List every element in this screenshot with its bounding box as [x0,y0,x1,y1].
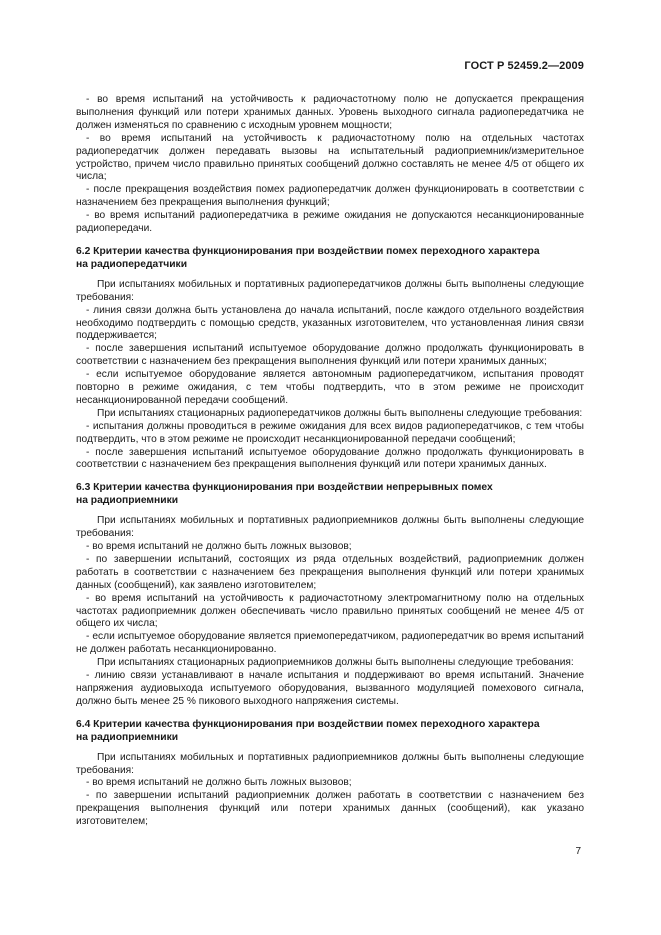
s62-para-1: При испытаниях мобильных и портативных радиопередатчиков должны быть выполнены следующие требования: [76,278,584,303]
s63-bullet-3: - во время испытаний на устойчивость к радиочастотному электромагнитному полю на отдельных частотах радиоприемник должен обеспечивать число правильно принятых сообщений не менее 4/5 от общего их числа; [76,592,584,630]
section-6-4-title-line1: 6.4 Критерии качества функционирования при воздействии помех переходного характера [76,718,540,730]
section-6-2-title-line1: 6.2 Критерии качества функционирования при воздействии помех переходного характера [76,245,540,257]
section-6-4-heading [76,719,584,745]
s63-bullet-5: - линию связи устанавливают в начале испытания и поддерживают во время испытаний. Значение напряжения аудиовыхода испытуемого оборудования, вызванного модуляцией помехового сигнала, должно быть менее 25 % пикового выходного напряжения системы. [76,670,584,707]
section-6-4-title-line2: на радиоприемники [76,731,179,743]
section-6-3-title-line2: на радиоприемники [76,495,179,507]
s64-bullet-2: - по завершении испытаний радиоприемник должен работать в соответствии с назначением без прекращения выполнения функций или потери хранимых данных (сообщений), как указано изготовителем; [76,790,584,828]
s62-para-2: При испытаниях стационарных радиопередатчиков должны быть выполнены следующие требования: [97,407,583,419]
section-6-3-heading [76,482,584,508]
s63-para-2: При испытаниях стационарных радиоприемников должны быть выполнены следующие требования: [97,657,574,669]
s62-bullet-4: - испытания должны проводиться в режиме ожидания для всех видов радиопередатчиков, с тем чтобы подтвердить, что в этом режиме не происходит несанкционированной передачи сообщений; [76,420,584,445]
s63-bullet-4: - если испытуемое оборудование является приемопередатчиком, радиопередатчик во время испытаний не должен работать несанкционированно. [76,631,584,656]
page-number: 7 [575,846,581,857]
intro-item-4: - во время испытаний радиопередатчика в режиме ожидания не допускаются несанкционированные радиопередачи. [76,210,584,235]
intro-item-2: - во время испытаний на устойчивость к радиочастотному полю на отдельных частотах радиопередатчик должен передавать вызовы на испытательный радиоприемник/измерительное устройство, причем число правильно принятых сообщений должно составлять не менее 4/5 от общего их числа; [76,132,584,183]
s63-bullet-2: - по завершении испытаний, состоящих из ряда отдельных воздействий, радиоприемник должен работать в соответствии с назначением без прекращения выполнения функций или потери хранимых данных (сообщений), как заявлено изготовителем; [76,553,584,591]
section-6-2-heading [76,246,584,272]
s62-bullet-1: - линия связи должна быть установлена до начала испытаний, после каждого отдельного воздействия необходимо подтвердить с помощью средств, указанных изготовителем, что установленная линия связи поддерживается; [76,304,584,342]
s62-bullet-3: - если испытуемое оборудование является автономным радиопередатчиком, испытания проводят повторно в режиме ожидания, с тем чтобы подтвердить, что в этом режиме не происходит несанкционированной передачи сообщений. [76,369,584,406]
s63-bullet-1: - во время испытаний не должно быть ложных вызовов; [86,541,352,552]
s62-bullet-5: - после завершения испытаний испытуемое оборудование должно продолжать функционировать в соответствии с назначением без прекращения выполнения функций или потери хранимых данных. [76,446,584,471]
section-6-2-title-line2: на радиопередатчики [76,258,188,270]
s64-para-1: При испытаниях мобильных и портативных радиоприемников должны быть выполнены следующие требования: [76,751,584,776]
s64-bullet-1: - во время испытаний не должно быть ложных вызовов; [86,777,352,789]
intro-item-1: - во время испытаний на устойчивость к радиочастотному полю не допускается прекращения выполнения функций или потери хранимых данных. Уровень выходного сигнала радиопередатчика не должен изменяться по сравнению с исходным уровнем мощности; [76,94,584,131]
intro-item-3: - после прекращения воздействия помех радиопередатчик должен функционировать в соответствии с назначением без прекращения выполнения функций; [76,184,584,209]
section-6-3-title-line1: 6.3 Критерии качества функционирования при воздействии непрерывных помех [76,482,493,494]
s63-para-1: При испытаниях мобильных и портативных радиоприемников должны быть выполнены следующие требования: [76,515,584,540]
document-code: ГОСТ Р 52459.2—2009 [464,60,584,72]
s62-bullet-2: - после завершения испытаний испытуемое оборудование должно продолжать функционировать в соответствии с назначением без прекращения выполнения функций или потери хранимых данных; [76,343,584,368]
page-body [76,94,584,829]
